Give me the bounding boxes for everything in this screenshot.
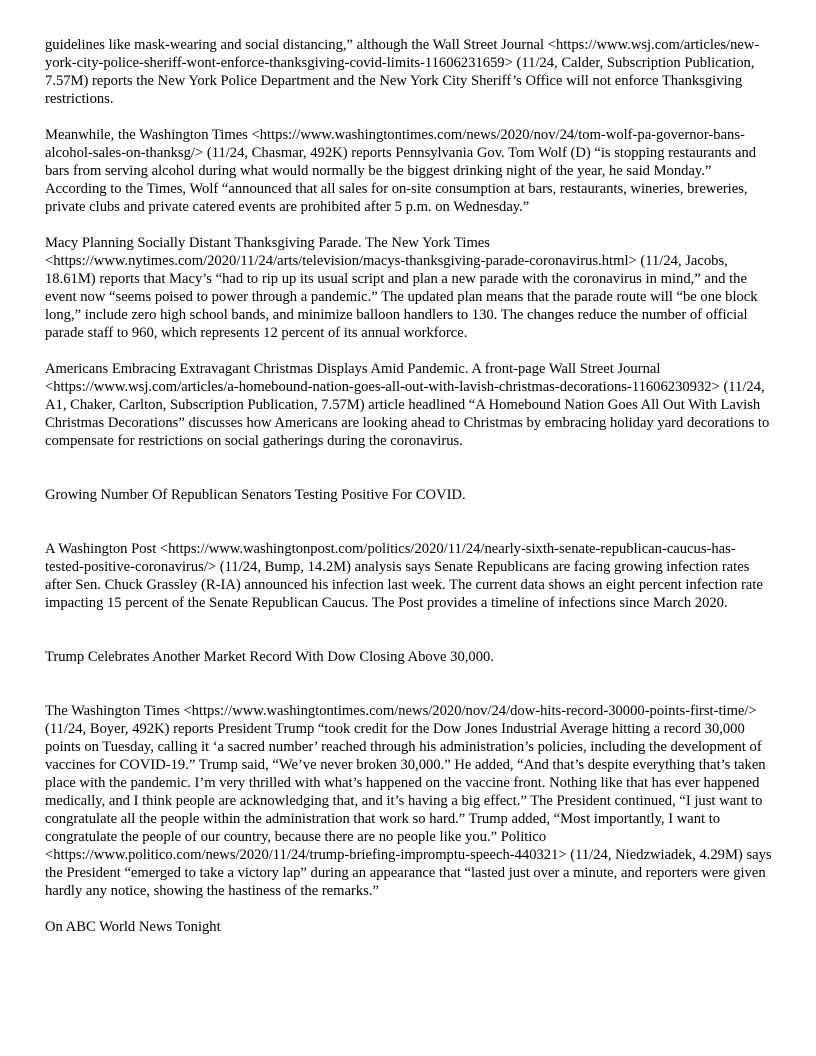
paragraph-trump-dow-remarks: The Washington Times <https://www.washingtontimes.com/news/2020/nov/24/dow-hits-record-30000-points-first-time/> (11/24, Boyer, 492K) reports President Trump “took credit for the Dow Jones Industrial Average hitting a record 30,000 points on Tuesday, calling it ‘a sacred number’ reached through his administration’s policies, including the development of vaccines for COVID-19.” Trump said, “We’ve never broken 30,000.” He added, “And that’s despite everything that’s taken place with the pandemic. I’m very thrilled with what’s happened on the vaccine front. Nothing like that has ever happened medically, and I think people are acknowledging that, and it’s having a big effect.” The President continued, “I just want to congratulate all the people within the administration that work so hard.” Trump added, “Most importantly, I want to congratulate the people of our country, because there are no people like you.” Politico <https://www.politico.com/news/2020/11/24/trump-briefing-impromptu-speech-440321> (11/24, Niedzwiadek, 4.29M) says the President “emerged to take a victory lap” during an appearance that “lasted just over a minute, and reporters were given hardly any notice, showing the hastiness of the remarks.” xyxy=(45,703,772,899)
section-heading-dow-record: Trump Celebrates Another Market Record With Dow Closing Above 30,000. xyxy=(45,649,494,665)
paragraph-mask-guidelines: guidelines like mask-wearing and social distancing,” although the Wall Street Journal <https://www.wsj.com/articles/new-york-city-police-sheriff-wont-enforce-thanksgiving-covid-limits-11606231659> (11/24, Calder, Subscription Publication, 7.57M) reports the New York Police Department and the New York City Sheriff’s Office will not enforce Thanksgiving restrictions. xyxy=(45,37,760,107)
paragraph-christmas-displays: Americans Embracing Extravagant Christmas Displays Amid Pandemic. A front-page Wall Street Journal <https://www.wsj.com/articles/a-homebound-nation-goes-all-out-with-lavish-christmas-decorations-11606230932> (11/24, A1, Chaker, Carlton, Subscription Publication, 7.57M) article headlined “A Homebound Nation Goes All Out With Lavish Christmas Decorations” discusses how Americans are looking ahead to Christmas by embracing holiday yard decorations to compensate for restrictions on social gatherings during the coronavirus. xyxy=(45,361,770,449)
section-heading-republican-senators-covid: Growing Number Of Republican Senators Testing Positive For COVID. xyxy=(45,487,466,503)
document-page xyxy=(45,36,772,936)
paragraph-pennsylvania-alcohol-ban: Meanwhile, the Washington Times <https://www.washingtontimes.com/news/2020/nov/24/tom-wolf-pa-governor-bans-alcohol-sales-on-thanksg/> (11/24, Chasmar, 492K) reports Pennsylvania Gov. Tom Wolf (D) “is stopping restaurants and bars from serving alcohol during what would normally be the biggest drinking night of the year, he said Monday.” According to the Times, Wolf “announced that all sales for on-site consumption at bars, restaurants, wineries, breweries, private clubs and private catered events are prohibited after 5 p.m. on Wednesday.” xyxy=(45,127,757,215)
paragraph-washington-post-analysis: A Washington Post <https://www.washingtonpost.com/politics/2020/11/24/nearly-sixth-senate-republican-caucus-has-tested-positive-coronavirus/> (11/24, Bump, 14.2M) analysis says Senate Republicans are facing growing infection rates after Sen. Chuck Grassley (R-IA) announced his infection last week. The current data shows an eight percent infection rate impacting 15 percent of the Senate Republican Caucus. The Post provides a timeline of infections since March 2020. xyxy=(45,541,763,611)
paragraph-abc-world-news: On ABC World News Tonight xyxy=(45,919,221,935)
paragraph-macys-parade: Macy Planning Socially Distant Thanksgiving Parade. The New York Times <https://www.nytimes.com/2020/11/24/arts/television/macys-thanksgiving-parade-coronavirus.html> (11/24, Jacobs, 18.61M) reports that Macy’s “had to rip up its usual script and plan a new parade with the coronavirus in mind,” and the event now “seems poised to power through a pandemic.” The updated plan means that the parade route will “be one block long,” include zero high school bands, and minimize balloon handlers to 130. The changes reduce the number of official parade staff to 960, which represents 12 percent of its annual workforce. xyxy=(45,235,758,341)
